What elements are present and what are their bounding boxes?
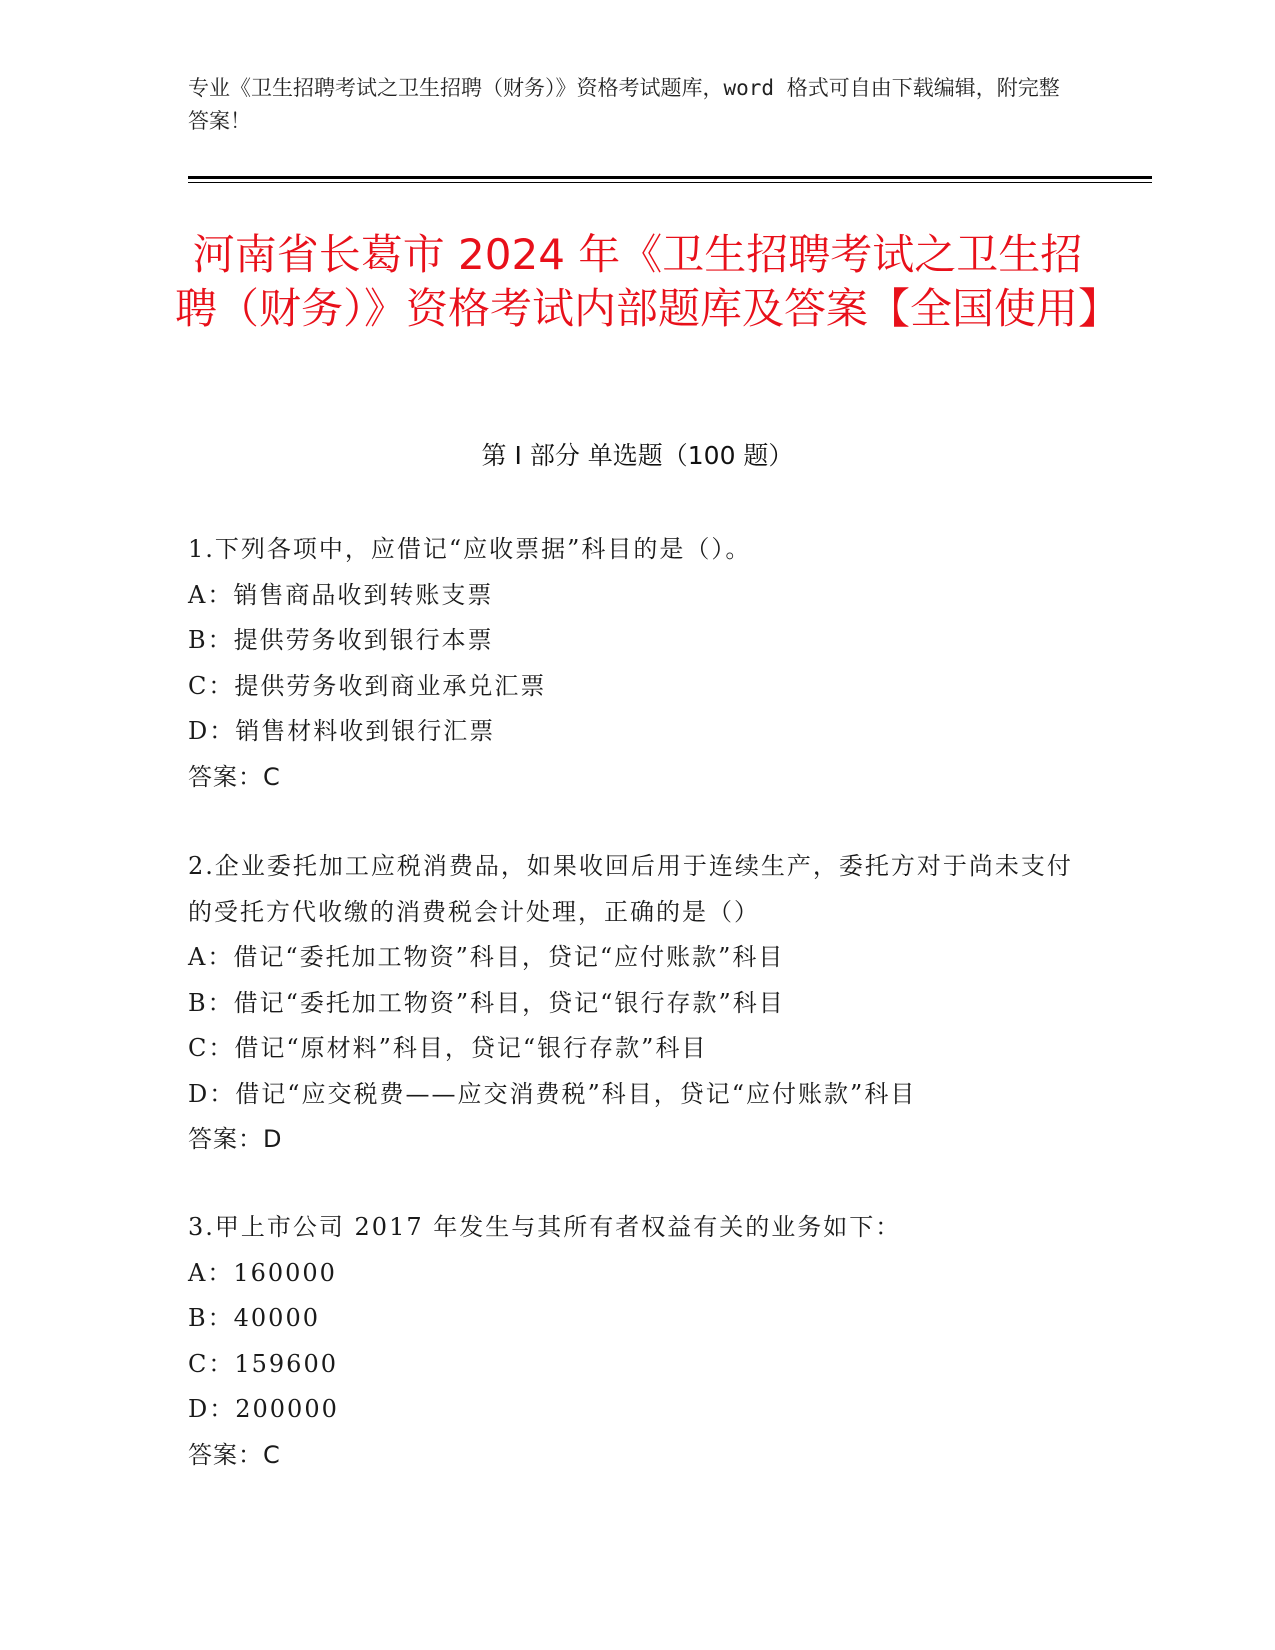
- header-rule: [188, 176, 1152, 179]
- option-d: D：200000: [188, 1395, 339, 1423]
- option-c: C：提供劳务收到商业承兑汇票: [188, 671, 547, 700]
- option-d: D：销售材料收到银行汇票: [188, 717, 496, 745]
- header-rule-thin: [188, 182, 1152, 183]
- question-stem: 1.下列各项中，应借记“应收票据”科目的是（）。: [188, 535, 752, 563]
- option-c: C：159600: [188, 1349, 338, 1378]
- option-b: B：40000: [188, 1304, 320, 1332]
- document-title: 河南省长葛市 2024 年《卫生招聘考试之卫生招聘（财务）》资格考试内部题库及答案【全国使用】: [175, 230, 1121, 333]
- option-b: B：借记“委托加工物资”科目，贷记“银行存款”科目: [188, 988, 785, 1017]
- header-note: 专业《卫生招聘考试之卫生招聘（财务）》资格考试题库，word 格式可自由下载编辑，附完整答案！: [188, 76, 1060, 133]
- option-b: B：提供劳务收到银行本票: [188, 626, 494, 654]
- question-1: [188, 527, 1088, 800]
- option-a: A：160000: [188, 1258, 337, 1287]
- option-c: C：借记“原材料”科目，贷记“银行存款”科目: [188, 1034, 708, 1062]
- answer: 答案：D: [188, 1125, 283, 1153]
- answer: 答案：C: [188, 762, 281, 791]
- question-3: [188, 1205, 1088, 1478]
- answer: 答案：C: [188, 1440, 281, 1469]
- question-stem: 2.企业委托加工应税消费品，如果收回后用于连续生产，委托方对于尚未支付的受托方代收缴的消费税会计处理，正确的是（）: [188, 852, 1073, 926]
- option-a: A：销售商品收到转账支票: [188, 580, 494, 609]
- question-2: [188, 844, 1088, 1163]
- section-title: 第 I 部分 单选题（100 题）: [481, 441, 794, 470]
- question-stem: 3.甲上市公司 2017 年发生与其所有者权益有关的业务如下：: [188, 1213, 902, 1241]
- option-a: A：借记“委托加工物资”科目，贷记“应付账款”科目: [188, 943, 785, 971]
- option-d: D：借记“应交税费——应交消费税”科目，贷记“应付账款”科目: [188, 1079, 917, 1108]
